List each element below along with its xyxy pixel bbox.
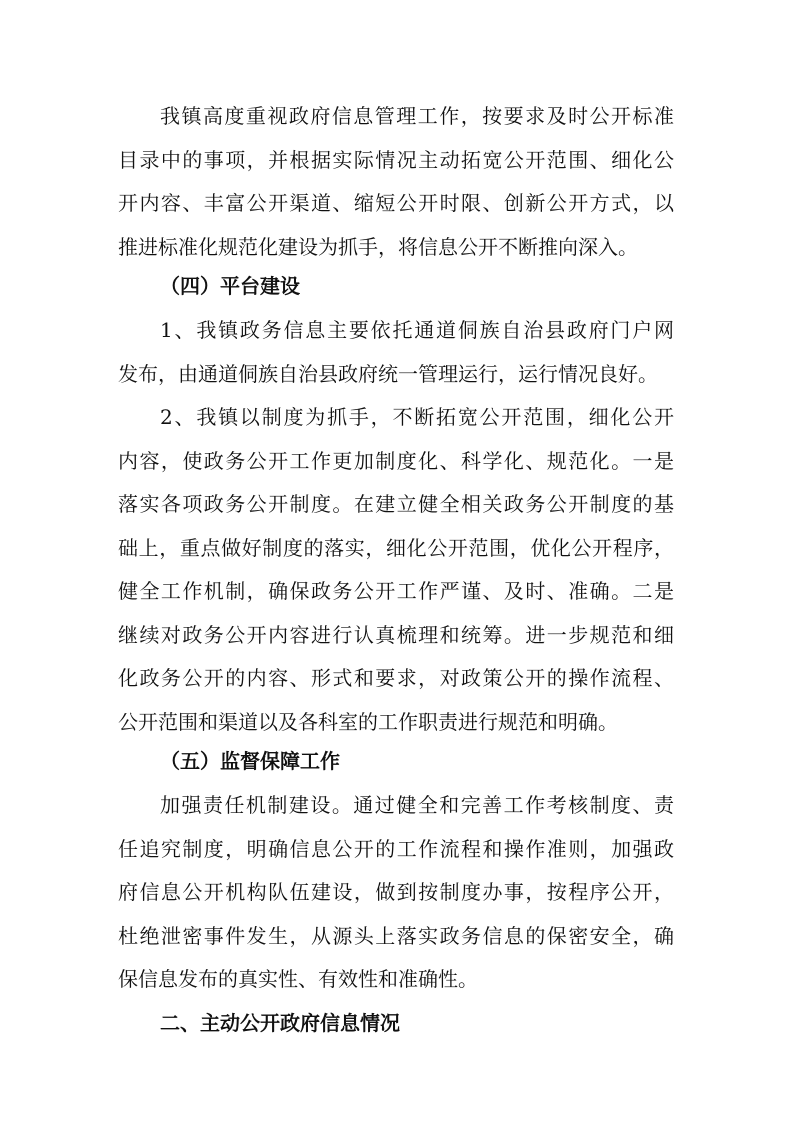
paragraph-line: 2、我镇以制度为抓手，不断拓宽公开范围，细化公开 xyxy=(160,405,674,429)
paragraph-line: 落实各项政务公开制度。在建立健全相关政务公开制度的基 xyxy=(118,492,674,516)
paragraph-line: 础上，重点做好制度的落实，细化公开范围，优化公开程序， xyxy=(118,536,674,560)
paragraph-line: 府信息公开机构队伍建设，做到按制度办事，按程序公开， xyxy=(118,880,674,904)
paragraph-line: 开内容、丰富公开渠道、缩短公开时限、创新公开方式，以 xyxy=(118,191,674,215)
paragraph-line: 任追究制度，明确信息公开的工作流程和操作准则，加强政 xyxy=(118,837,674,861)
section-heading-platform: （四）平台建设 xyxy=(160,274,300,298)
paragraph-line: 保信息发布的真实性、有效性和准确性。 xyxy=(118,967,478,991)
paragraph-line: 目录中的事项，并根据实际情况主动拓宽公开范围、细化公 xyxy=(118,148,674,172)
paragraph-line: 公开范围和渠道以及各科室的工作职责进行规范和明确。 xyxy=(118,710,618,734)
paragraph-line: 推进标准化规范化建设为抓手，将信息公开不断推向深入。 xyxy=(118,235,638,259)
paragraph-line: 内容，使政务公开工作更加制度化、科学化、规范化。一是 xyxy=(118,449,674,473)
paragraph-line: 杜绝泄密事件发生，从源头上落实政务信息的保密安全，确 xyxy=(118,924,674,948)
section-heading-proactive-disclosure: 二、主动公开政府信息情况 xyxy=(160,1011,400,1035)
paragraph-line: 发布，由通道侗族自治县政府统一管理运行，运行情况良好。 xyxy=(118,362,658,386)
section-heading-supervision: （五）监督保障工作 xyxy=(160,749,340,773)
paragraph-line: 1、我镇政务信息主要依托通道侗族自治县政府门户网 xyxy=(160,318,674,342)
paragraph-line: 化政务公开的内容、形式和要求，对政策公开的操作流程、 xyxy=(118,666,674,690)
paragraph-line: 我镇高度重视政府信息管理工作，按要求及时公开标准 xyxy=(160,104,674,128)
paragraph-line: 加强责任机制建设。通过健全和完善工作考核制度、责 xyxy=(160,793,674,817)
paragraph-line: 继续对政务公开内容进行认真梳理和统筹。进一步规范和细 xyxy=(118,623,674,647)
paragraph-line: 健全工作机制，确保政务公开工作严谨、及时、准确。二是 xyxy=(118,579,674,603)
